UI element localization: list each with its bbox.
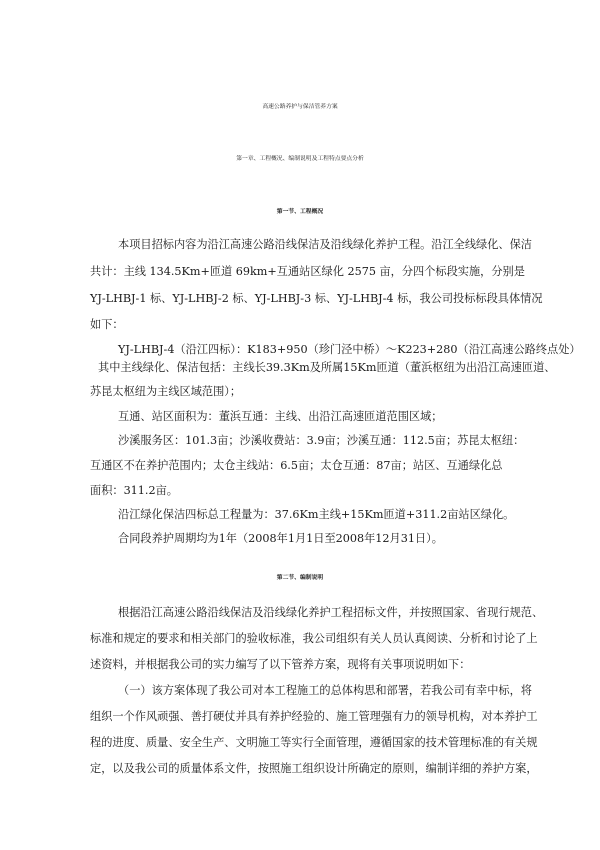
paragraph-line: YJ-LHBJ-1 标、YJ-LHBJ-2 标、YJ-LHBJ-3 标、YJ-LHBJ-4 标，我公司投标标段具体情况 bbox=[90, 292, 543, 305]
section-heading-notes: 第二节、编制说明 bbox=[276, 575, 324, 581]
paragraph-line: 共计：主线 134.5Km+匝道 69km+互通站区绿化 2575 亩，分四个标段实施，分别是 bbox=[90, 265, 525, 278]
paragraph-line: （一）该方案体现了我公司对本工程施工的总体构思和部署，若我公司有幸中标，将 bbox=[118, 684, 532, 697]
paragraph-line: 如下： bbox=[90, 318, 124, 331]
paragraph-line: 程的进度、质量、安全生产、文明施工等实行全面管理，遵循国家的技术管理标准的有关规 bbox=[90, 736, 538, 749]
paragraph-line: 其中主线绿化、保洁包括：主线长39.3Km及所属15Km匝道（董浜枢纽为出沿江高速匝道、 bbox=[98, 361, 556, 374]
paragraph-line: YJ-LHBJ-4（沿江四标）：K183+950（珍门泾中桥）～K223+280（沿江高速公路终点处） bbox=[118, 343, 581, 356]
chapter-title: 第一章、工程概况、编制说明及工程特点要点分析 bbox=[236, 156, 364, 162]
paragraph-line: 互通、站区面积为：董浜互通：主线、出沿江高速匝道范围区域； bbox=[118, 410, 443, 423]
paragraph-line: 苏昆太枢纽为主线区域范围）； bbox=[90, 385, 242, 398]
paragraph-line: 互通区不在养护范围内；太仓主线站：6.5亩；太仓互通：87亩；站区、互通绿化总 bbox=[90, 459, 503, 472]
paragraph-line: 定，以及我公司的质量体系文件，按照施工组织设计所确定的原则，编制详细的养护方案， bbox=[90, 762, 538, 775]
paragraph-line: 标准和规定的要求和相关部门的验收标准，我公司组织有关人员认真阅读、分析和讨论了上 bbox=[90, 632, 538, 645]
paragraph-line: 面积：311.2亩。 bbox=[90, 484, 178, 497]
paragraph-line: 组织一个作风顽强、善打硬仗并具有养护经验的、施工管理强有力的领导机构，对本养护工 bbox=[90, 710, 538, 723]
paragraph-line: 根据沿江高速公路沿线保洁及沿线绿化养护工程招标文件，并按照国家、省现行规范、 bbox=[118, 606, 544, 619]
document-title: 高速公路养护与保洁管养方案 bbox=[262, 104, 338, 110]
paragraph-line: 沿江绿化保洁四标总工程量为：37.6Km主线+15Km匝道+311.2亩站区绿化。 bbox=[118, 508, 515, 521]
section-heading-overview: 第一节、工程概况 bbox=[276, 209, 324, 215]
paragraph-line: 合同段养护周期均为1年（2008年1月1日至2008年12月31日）。 bbox=[118, 532, 443, 545]
paragraph-line: 本项目招标内容为沿江高速公路沿线保洁及沿线绿化养护工程。沿江全线绿化、保洁 bbox=[118, 238, 532, 251]
paragraph-line: 沙溪服务区：101.3亩；沙溪收费站：3.9亩；沙溪互通：112.5亩；苏昆太枢纽： bbox=[118, 434, 525, 447]
paragraph-line: 述资料，并根据我公司的实力编写了以下管养方案，现将有关事项说明如下： bbox=[90, 658, 471, 671]
